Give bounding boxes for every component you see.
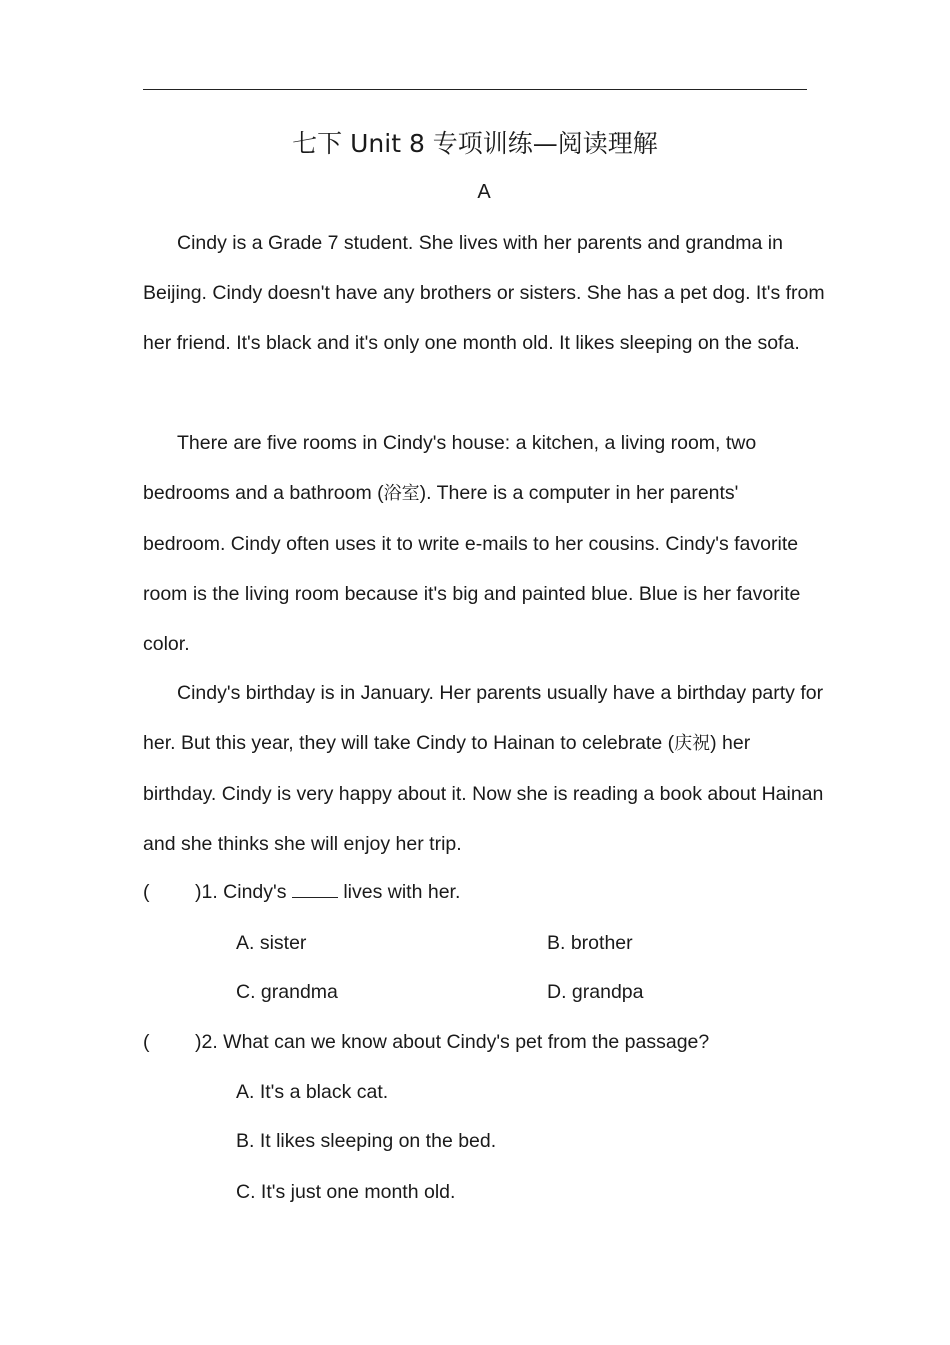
question-2-option-c: C. It's just one month old. (236, 1181, 456, 1203)
section-label: A (477, 181, 491, 203)
question-2-option-a: A. It's a black cat. (236, 1081, 389, 1103)
paragraph-2-text-b: ). There is a computer in her parents' bedroom. Cindy often uses it to write e-mails to her cousins. Cindy's favorite room is the living room because it's big and painted blue. Blue is her favorite color. (143, 482, 801, 655)
question-1 (143, 877, 460, 907)
passage-paragraph-1: Cindy is a Grade 7 student. She lives with her parents and grandma in Beijing. Cindy doesn't have any brothers or sisters. She has a pet dog. It's from her friend. It's black and it's only one month old. It likes sleeping on the sofa. (143, 232, 825, 354)
question-2-text: )2. What can we know about Cindy's pet from the passage? (195, 1031, 710, 1053)
passage-paragraph-2 (143, 418, 826, 669)
header-rule (143, 89, 807, 90)
chinese-gloss-bathroom: 浴室 (383, 483, 420, 504)
answer-paren[interactable]: ( (143, 1031, 150, 1053)
question-1-option-d: D. grandpa (547, 981, 644, 1003)
page-title: 七下 Unit 8 专项训练—阅读理解 (292, 129, 658, 158)
question-1-suffix: lives with her. (337, 881, 461, 903)
chinese-gloss-celebrate: 庆祝 (674, 733, 711, 754)
answer-blank[interactable] (292, 879, 338, 898)
question-1-prefix: )1. Cindy's (195, 881, 292, 903)
paragraph-3-text-a: Cindy's birthday is in January. Her parents usually have a birthday party for her. But this year, they will take Cindy to Hainan to celebrate ( (143, 682, 824, 754)
question-2-option-b: B. It likes sleeping on the bed. (236, 1130, 497, 1152)
question-2 (143, 1027, 709, 1057)
question-1-option-a: A. sister (236, 932, 307, 954)
passage-paragraph-3 (143, 668, 826, 869)
answer-paren[interactable]: ( (143, 881, 150, 903)
paragraph-3-text-b: ) her birthday. Cindy is very happy about it. Now she is reading a book about Hainan and she thinks she will enjoy her trip. (143, 732, 824, 855)
question-1-option-b: B. brother (547, 932, 633, 954)
paragraph-2-text-a: There are five rooms in Cindy's house: a kitchen, a living room, two bedrooms and a bathroom ( (143, 432, 757, 504)
question-1-option-c: C. grandma (236, 981, 338, 1003)
